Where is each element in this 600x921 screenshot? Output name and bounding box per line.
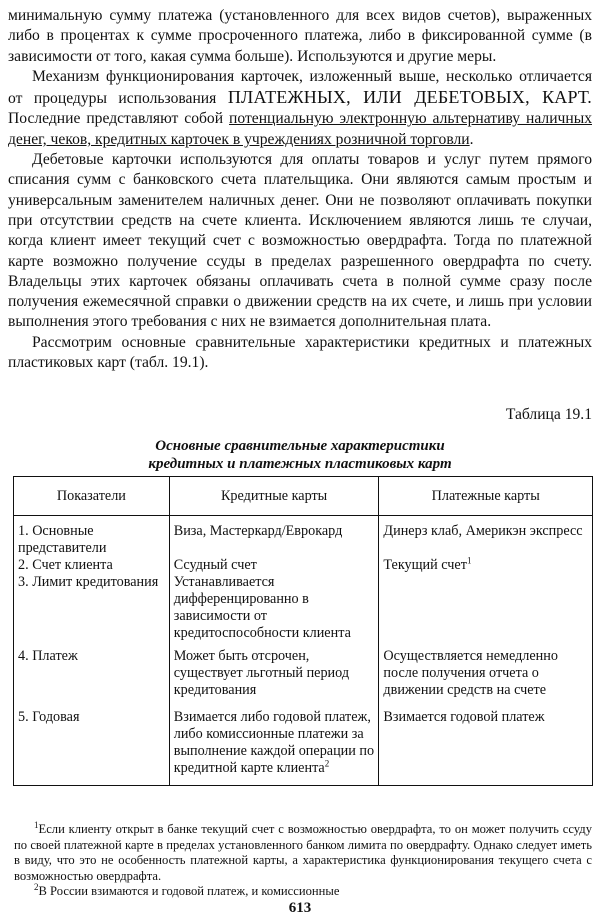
footnote-1-mark: 1 [34, 819, 39, 830]
header-indicators: Показатели [14, 477, 170, 516]
table-number: Таблица 19.1 [505, 406, 592, 423]
body-text [8, 6, 592, 373]
cell-indicator: 2. Счет клиента [14, 557, 170, 574]
table-row [14, 642, 593, 699]
cell-credit-text: Взимается либо годовой платеж, либо комиссионные платежи за выполнение каждой операции по кредитной карте клиента [173, 709, 375, 776]
cell-debit: Осуществляется немедленно после получения отчета о движении средств на счете [379, 642, 593, 699]
debit-cards-term: ПЛАТЕЖНЫХ, ИЛИ ДЕБЕТОВЫХ, КАРТ. [227, 87, 592, 108]
paragraph-2-start: Механизм функционирования карточек, изложенный выше, несколько отличается от процедуры использования [8, 67, 592, 108]
cell-credit: Может быть отсрочен, существует льготный период кредитования [169, 642, 379, 699]
comparison-table [13, 476, 593, 786]
footnote-2-mark: 2 [34, 882, 39, 893]
footnote-1 [14, 819, 592, 884]
cell-indicator: 1. Основные представители [14, 516, 170, 558]
cell-debit-text: Текущий счет [383, 557, 467, 573]
page-number: 613 [288, 900, 312, 916]
footnote-ref-1: 1 [466, 555, 472, 566]
table-row [14, 699, 593, 786]
cell-credit: Виза, Мастеркард/Еврокард [169, 516, 379, 558]
footnote-2 [14, 884, 592, 900]
cell-debit [379, 557, 593, 574]
header-debit-cards: Платежные карты [379, 477, 593, 516]
table-row [14, 557, 593, 574]
cell-debit [379, 574, 593, 642]
cell-indicator: 4. Платеж [14, 642, 170, 699]
paragraph-3: Дебетовые карточки используются для оплаты товаров и услуг путем прямого списания сумм с банковского счета плательщика. Они являются самым простым и универсальным заменителем наличных денег. Они не позволяют оплачивать покупки при отсутствии средств на счете клиента. Исключением являются лишь те случаи, когда клиент имеет текущий счет с возможностью овердрафта. Тогда по платежной карте возможно получение ссуды в пределах разрешенного овердрафта по счету. Владельцы этих карточек обязаны оплачивать счета в полной сумме сразу после получения ежемесячной справки о движении средств на их счете, и лишь при условии выполнения этого требования с них не взимается дополнительная плата. [8, 151, 592, 331]
cell-credit: Устанавливается дифференцированно в зависимости от кредитоспособности клиента [169, 574, 379, 642]
cell-credit: Ссудный счет [169, 557, 379, 574]
footnote-1-text: Если клиенту открыт в банке текущий счет с возможностью овердрафта, то он может получить ссуду по своей платежной карте в пределах установленного банком лимита по овердрафту. Однако следует иметь в виду, что это не особенность платежной карты, а характеристика функционирования текущего счета с возможностью овердрафта. [14, 822, 592, 883]
header-credit-cards: Кредитные карты [169, 477, 379, 516]
table-title [0, 437, 600, 473]
table-title-line-1: Основные сравнительные характеристики [155, 438, 445, 454]
underlined-definition: потенциальную электронную альтернативу наличных денег, чеков, кредитных карточек в учреждениях розничной торговли [8, 110, 592, 148]
cell-indicator: 3. Лимит кредитования [14, 574, 170, 642]
footnotes [14, 819, 592, 900]
paragraph-2 [8, 67, 592, 150]
table-row [14, 574, 593, 642]
paragraph-4: Рассмотрим основные сравнительные характеристики кредитных и платежных пластиковых карт (табл. 19.1). [8, 333, 592, 372]
table-header-row [14, 477, 593, 516]
paragraph-2-end: . [469, 130, 474, 148]
footnote-2-text: В России взимаются и годовой платеж, и комиссионные [38, 884, 340, 899]
table-title-line-2: кредитных и платежных пластиковых карт [148, 456, 452, 472]
footnote-ref-2: 2 [324, 758, 330, 769]
cell-credit [169, 699, 379, 786]
paragraph-2-middle: Последние представляют собой [8, 110, 224, 128]
cell-indicator: 5. Годовая [14, 699, 170, 786]
cell-debit: Взимается годовой платеж [379, 699, 593, 786]
table-row [14, 516, 593, 558]
cell-debit: Динерз клаб, Америкэн экспресс [379, 516, 593, 558]
paragraph-1: минимальную сумму платежа (установленного для всех видов счетов), выраженных либо в процентах к сумме просроченного платежа, либо в фиксированной сумме (в зависимости от того, какая сумма больше). Используются и другие меры. [8, 7, 592, 65]
